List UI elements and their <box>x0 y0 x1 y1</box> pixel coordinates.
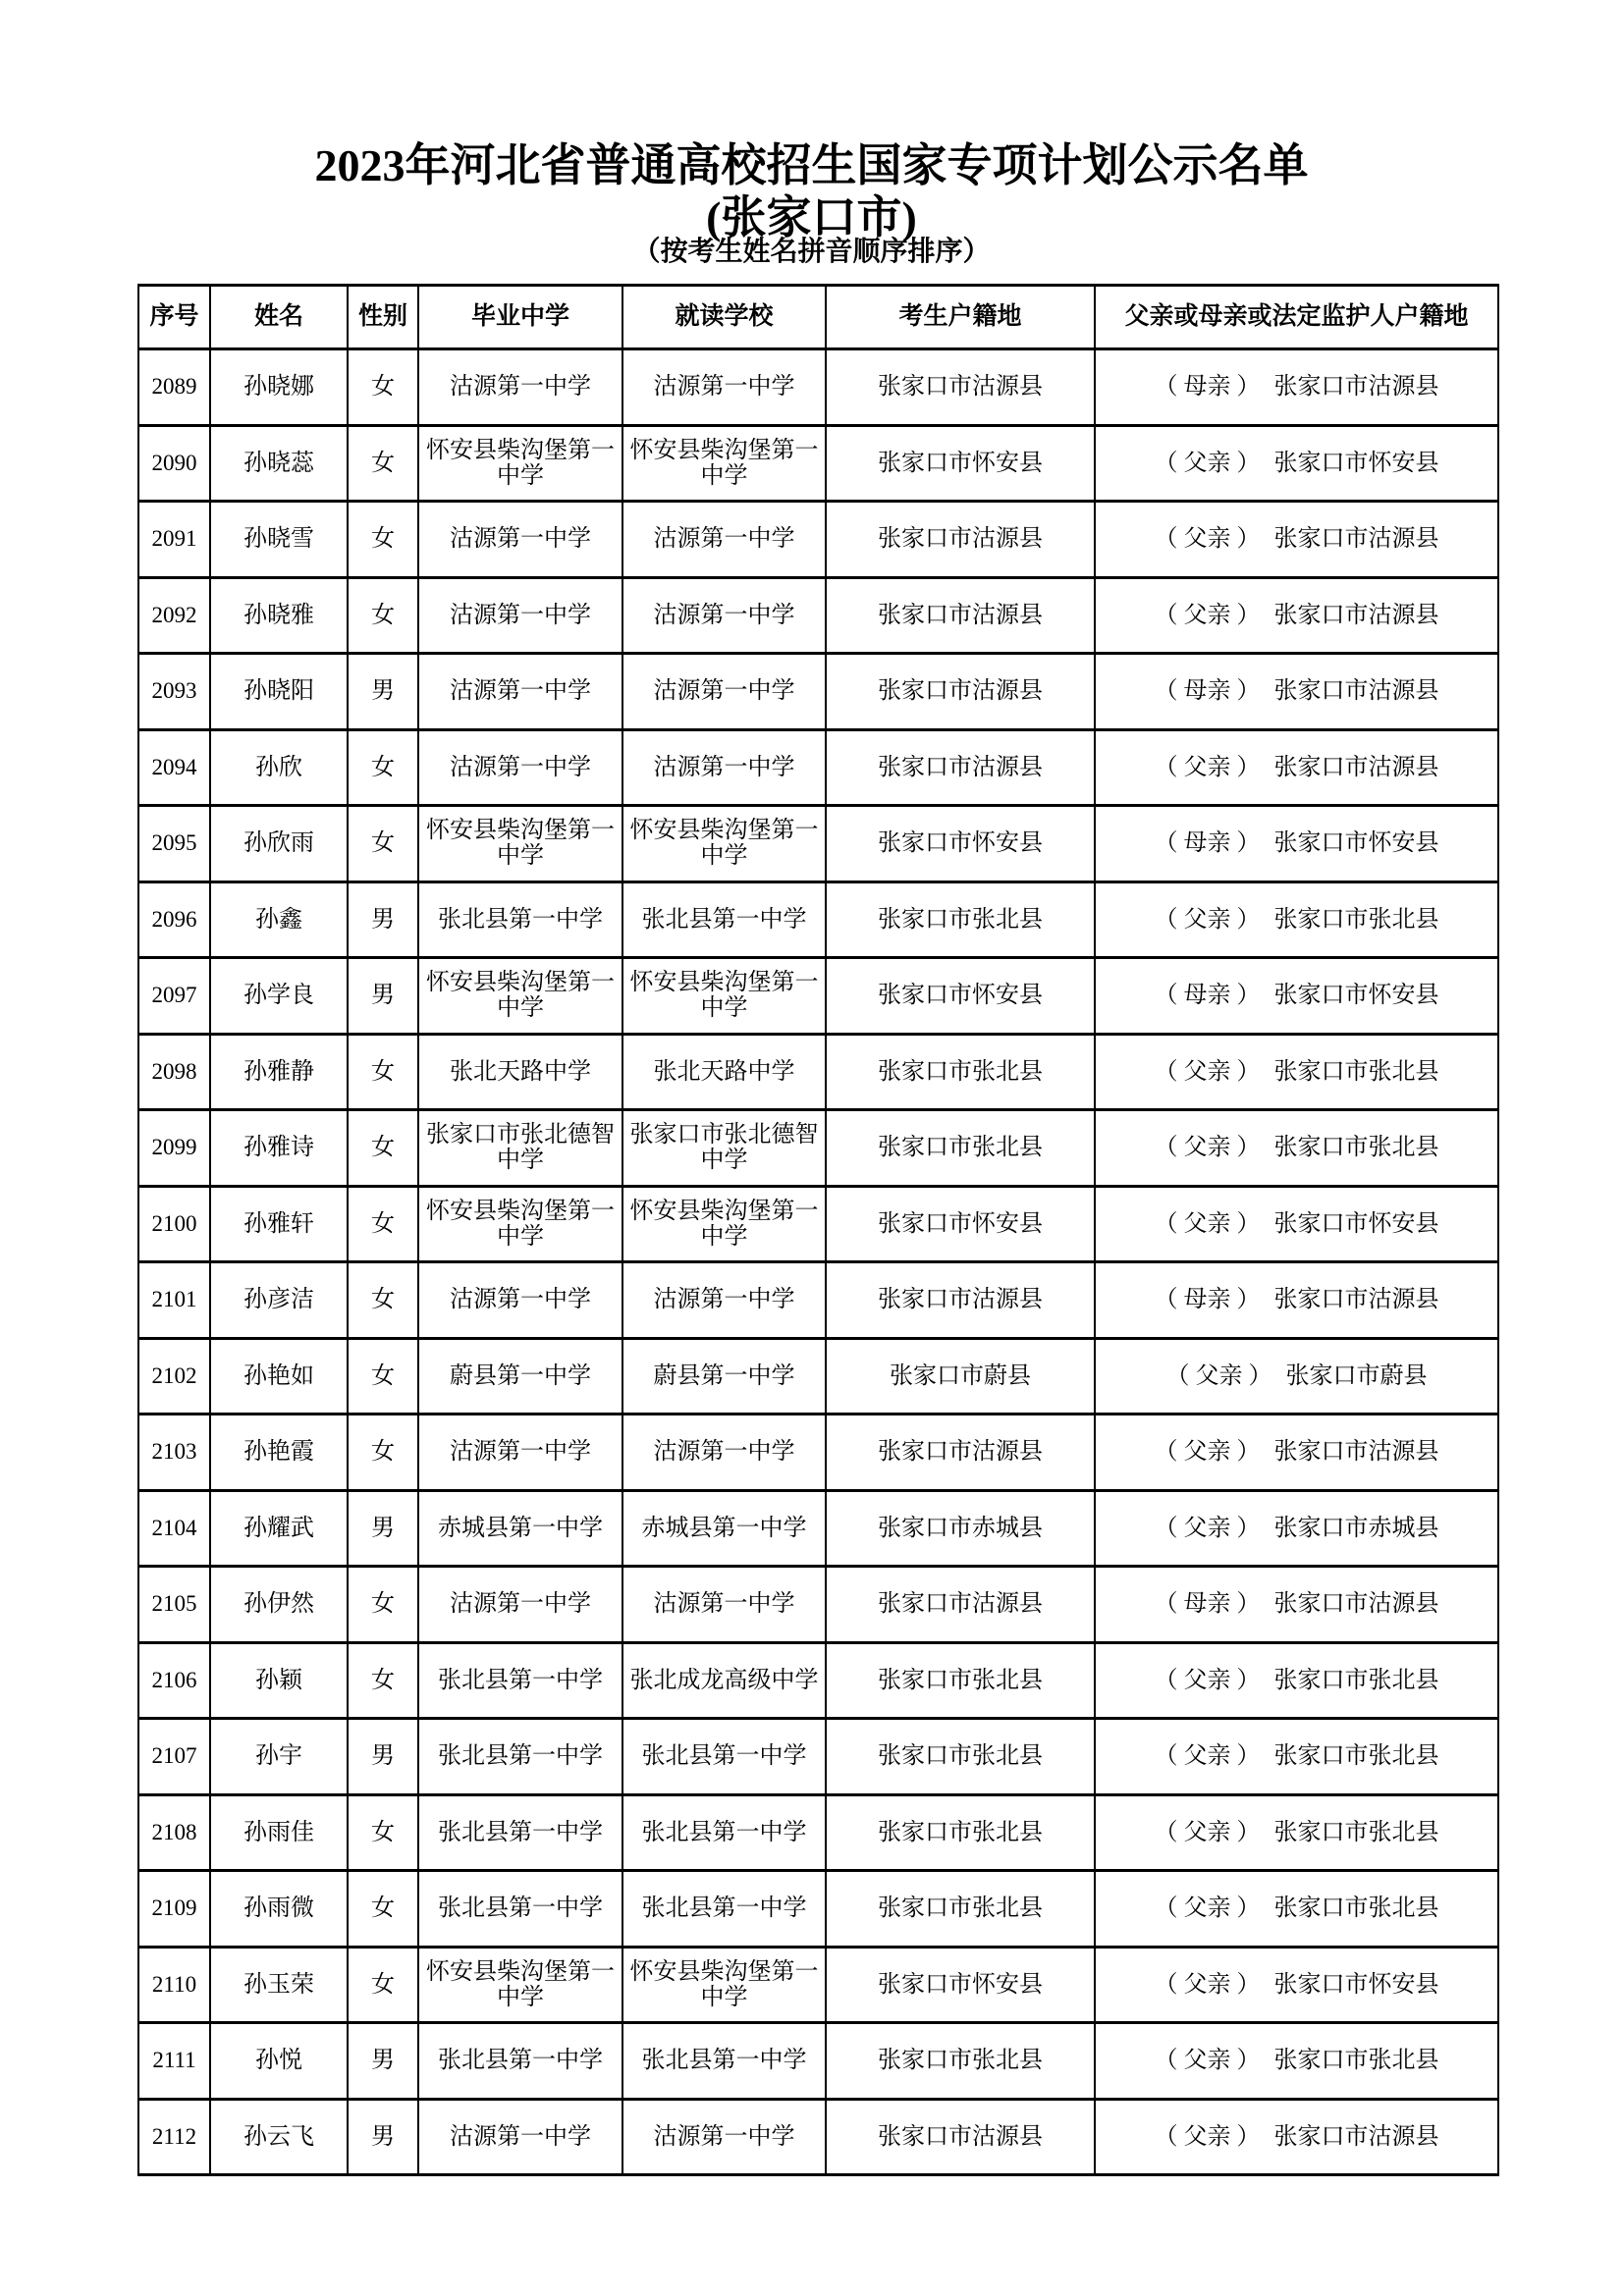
parent-relation: （ 父亲 ） <box>1154 906 1261 933</box>
student-sex: 女 <box>348 1338 418 1415</box>
col-header-student-hukou: 考生户籍地 <box>826 286 1095 349</box>
student-name: 孙颖 <box>210 1642 348 1719</box>
student-name: 孙耀武 <box>210 1490 348 1567</box>
parent-hukou <box>1095 2099 1498 2175</box>
table-row <box>138 1338 1498 1415</box>
graduated-school: 沽源第一中学 <box>418 654 622 730</box>
row-number: 2098 <box>138 1034 210 1110</box>
student-hukou: 张家口市蔚县 <box>826 1338 1095 1415</box>
current-school: 沽源第一中学 <box>622 502 826 578</box>
graduated-school: 张北县第一中学 <box>418 1871 622 1948</box>
parent-hukou <box>1095 1415 1498 1491</box>
student-hukou: 张家口市赤城县 <box>826 1490 1095 1567</box>
student-sex: 女 <box>348 1947 418 2023</box>
col-header-sex: 性别 <box>348 286 418 349</box>
parent-hukou-place: 张家口市张北县 <box>1273 1743 1439 1770</box>
student-sex: 女 <box>348 729 418 806</box>
row-number: 2090 <box>138 425 210 502</box>
student-name: 孙伊然 <box>210 1567 348 1643</box>
student-hukou: 张家口市张北县 <box>826 1871 1095 1948</box>
table-row <box>138 2023 1498 2100</box>
current-school: 沽源第一中学 <box>622 729 826 806</box>
student-sex: 女 <box>348 1110 418 1187</box>
graduated-school: 怀安县柴沟堡第一中学 <box>418 958 622 1035</box>
parent-hukou <box>1095 577 1498 654</box>
parent-hukou <box>1095 958 1498 1035</box>
parent-hukou <box>1095 1490 1498 1567</box>
parent-relation: （ 母亲 ） <box>1154 678 1261 705</box>
student-sex: 女 <box>348 1262 418 1339</box>
student-sex: 女 <box>348 1034 418 1110</box>
student-sex: 女 <box>348 1415 418 1491</box>
parent-hukou <box>1095 1642 1498 1719</box>
parent-hukou-place: 张家口市怀安县 <box>1273 830 1439 857</box>
parent-hukou-place: 张家口市赤城县 <box>1273 1515 1439 1541</box>
parent-hukou <box>1095 425 1498 502</box>
graduated-school: 沽源第一中学 <box>418 729 622 806</box>
document-title: 2023年河北省普通高校招生国家专项计划公示名单 <box>314 140 1309 190</box>
graduated-school: 怀安县柴沟堡第一中学 <box>418 1947 622 2023</box>
parent-hukou-place: 张家口市沽源县 <box>1273 526 1439 553</box>
table-row <box>138 1947 1498 2023</box>
parent-relation: （ 父亲 ） <box>1154 2123 1261 2150</box>
student-sex: 女 <box>348 577 418 654</box>
student-sex: 女 <box>348 1642 418 1719</box>
student-name: 孙欣雨 <box>210 806 348 882</box>
student-name: 孙宇 <box>210 1719 348 1795</box>
parent-hukou-place: 张家口市张北县 <box>1273 1896 1439 1922</box>
current-school: 沽源第一中学 <box>622 1415 826 1491</box>
current-school: 张北县第一中学 <box>622 2023 826 2100</box>
student-name: 孙雨佳 <box>210 1794 348 1871</box>
parent-hukou-place: 张家口市怀安县 <box>1273 1210 1439 1237</box>
parent-relation: （ 母亲 ） <box>1154 374 1261 400</box>
current-school: 张北县第一中学 <box>622 1794 826 1871</box>
parent-relation: （ 父亲 ） <box>1154 1896 1261 1922</box>
graduated-school: 沽源第一中学 <box>418 502 622 578</box>
table-row <box>138 1794 1498 1871</box>
student-name: 孙云飞 <box>210 2099 348 2175</box>
table-row <box>138 1110 1498 1187</box>
student-name: 孙晓娜 <box>210 349 348 426</box>
table-row <box>138 1871 1498 1948</box>
parent-relation: （ 父亲 ） <box>1154 1667 1261 1693</box>
current-school: 沽源第一中学 <box>622 1567 826 1643</box>
student-sex: 女 <box>348 806 418 882</box>
parent-hukou <box>1095 1567 1498 1643</box>
student-name: 孙晓阳 <box>210 654 348 730</box>
student-hukou: 张家口市怀安县 <box>826 1947 1095 2023</box>
current-school: 赤城县第一中学 <box>622 1490 826 1567</box>
graduated-school: 沽源第一中学 <box>418 1262 622 1339</box>
row-number: 2100 <box>138 1186 210 1262</box>
graduated-school: 沽源第一中学 <box>418 1415 622 1491</box>
roster-table <box>137 284 1499 2176</box>
student-sex: 女 <box>348 1567 418 1643</box>
student-hukou: 张家口市张北县 <box>826 2023 1095 2100</box>
student-name: 孙雅静 <box>210 1034 348 1110</box>
graduated-school: 沽源第一中学 <box>418 1567 622 1643</box>
parent-hukou-place: 张家口市怀安县 <box>1273 983 1439 1009</box>
parent-hukou-place: 张家口市沽源县 <box>1273 678 1439 705</box>
parent-relation: （ 父亲 ） <box>1154 1743 1261 1770</box>
graduated-school: 张北县第一中学 <box>418 881 622 958</box>
parent-hukou <box>1095 881 1498 958</box>
student-hukou: 张家口市张北县 <box>826 881 1095 958</box>
graduated-school: 沽源第一中学 <box>418 2099 622 2175</box>
parent-hukou <box>1095 1034 1498 1110</box>
row-number: 2096 <box>138 881 210 958</box>
table-row <box>138 806 1498 882</box>
student-name: 孙彦洁 <box>210 1262 348 1339</box>
row-number: 2111 <box>138 2023 210 2100</box>
row-number: 2094 <box>138 729 210 806</box>
student-sex: 男 <box>348 881 418 958</box>
table-row <box>138 1719 1498 1795</box>
student-hukou: 张家口市怀安县 <box>826 806 1095 882</box>
parent-relation: （ 父亲 ） <box>1154 1971 1261 1998</box>
document-subtitle: (张家口市) <box>706 192 917 242</box>
parent-hukou-place: 张家口市张北县 <box>1273 906 1439 933</box>
row-number: 2102 <box>138 1338 210 1415</box>
current-school: 张北天路中学 <box>622 1034 826 1110</box>
table-row <box>138 1186 1498 1262</box>
current-school: 张北成龙高级中学 <box>622 1642 826 1719</box>
parent-relation: （ 父亲 ） <box>1154 1819 1261 1845</box>
current-school: 张北县第一中学 <box>622 1871 826 1948</box>
parent-relation: （ 母亲 ） <box>1154 830 1261 857</box>
row-number: 2104 <box>138 1490 210 1567</box>
student-hukou: 张家口市张北县 <box>826 1719 1095 1795</box>
graduated-school: 怀安县柴沟堡第一中学 <box>418 806 622 882</box>
student-sex: 女 <box>348 502 418 578</box>
student-name: 孙玉荣 <box>210 1947 348 2023</box>
current-school: 沽源第一中学 <box>622 577 826 654</box>
parent-relation: （ 父亲 ） <box>1154 754 1261 780</box>
student-hukou: 张家口市沽源县 <box>826 1567 1095 1643</box>
student-name: 孙雅诗 <box>210 1110 348 1187</box>
student-sex: 男 <box>348 2099 418 2175</box>
parent-hukou <box>1095 1871 1498 1948</box>
row-number: 2091 <box>138 502 210 578</box>
parent-hukou <box>1095 1186 1498 1262</box>
current-school: 张北县第一中学 <box>622 1719 826 1795</box>
current-school: 沽源第一中学 <box>622 2099 826 2175</box>
table-header-row <box>138 286 1498 349</box>
parent-relation: （ 母亲 ） <box>1154 1591 1261 1618</box>
table-row <box>138 654 1498 730</box>
parent-hukou <box>1095 1110 1498 1187</box>
parent-hukou-place: 张家口市沽源县 <box>1273 602 1439 628</box>
student-sex: 男 <box>348 1719 418 1795</box>
current-school: 沽源第一中学 <box>622 654 826 730</box>
row-number: 2099 <box>138 1110 210 1187</box>
parent-hukou-place: 张家口市怀安县 <box>1273 450 1439 476</box>
student-name: 孙悦 <box>210 2023 348 2100</box>
student-name: 孙晓雅 <box>210 577 348 654</box>
parent-hukou <box>1095 729 1498 806</box>
table-row <box>138 958 1498 1035</box>
row-number: 2092 <box>138 577 210 654</box>
table-row <box>138 881 1498 958</box>
student-name: 孙艳霞 <box>210 1415 348 1491</box>
student-name: 孙艳如 <box>210 1338 348 1415</box>
col-header-name: 姓名 <box>210 286 348 349</box>
current-school: 蔚县第一中学 <box>622 1338 826 1415</box>
table-row <box>138 1415 1498 1491</box>
table-row <box>138 2099 1498 2175</box>
student-sex: 男 <box>348 654 418 730</box>
graduated-school: 张北县第一中学 <box>418 2023 622 2100</box>
student-hukou: 张家口市张北县 <box>826 1794 1095 1871</box>
graduated-school: 张北县第一中学 <box>418 1719 622 1795</box>
student-name: 孙雨微 <box>210 1871 348 1948</box>
parent-hukou <box>1095 2023 1498 2100</box>
parent-hukou-place: 张家口市怀安县 <box>1273 1971 1439 1998</box>
graduated-school: 沽源第一中学 <box>418 577 622 654</box>
current-school: 怀安县柴沟堡第一中学 <box>622 1186 826 1262</box>
student-sex: 女 <box>348 1794 418 1871</box>
student-hukou: 张家口市沽源县 <box>826 1415 1095 1491</box>
row-number: 2105 <box>138 1567 210 1643</box>
row-number: 2103 <box>138 1415 210 1491</box>
parent-relation: （ 父亲 ） <box>1154 2048 1261 2074</box>
parent-relation: （ 父亲 ） <box>1154 1058 1261 1085</box>
parent-hukou-place: 张家口市张北县 <box>1273 1135 1439 1161</box>
student-sex: 男 <box>348 958 418 1035</box>
student-sex: 女 <box>348 349 418 426</box>
row-number: 2106 <box>138 1642 210 1719</box>
graduated-school: 怀安县柴沟堡第一中学 <box>418 1186 622 1262</box>
table-row <box>138 502 1498 578</box>
student-sex: 男 <box>348 2023 418 2100</box>
current-school: 怀安县柴沟堡第一中学 <box>622 425 826 502</box>
parent-relation: （ 父亲 ） <box>1165 1362 1272 1389</box>
parent-relation: （ 父亲 ） <box>1154 1135 1261 1161</box>
student-hukou: 张家口市沽源县 <box>826 2099 1095 2175</box>
parent-hukou <box>1095 806 1498 882</box>
table-row <box>138 729 1498 806</box>
student-hukou: 张家口市沽源县 <box>826 577 1095 654</box>
student-hukou: 张家口市怀安县 <box>826 425 1095 502</box>
graduated-school: 张家口市张北德智中学 <box>418 1110 622 1187</box>
table-row <box>138 1490 1498 1567</box>
parent-hukou-place: 张家口市沽源县 <box>1273 1439 1439 1466</box>
parent-hukou-place: 张家口市沽源县 <box>1273 2123 1439 2150</box>
parent-hukou-place: 张家口市沽源县 <box>1273 1287 1439 1313</box>
parent-hukou-place: 张家口市张北县 <box>1273 1667 1439 1693</box>
row-number: 2109 <box>138 1871 210 1948</box>
student-sex: 女 <box>348 1871 418 1948</box>
current-school: 怀安县柴沟堡第一中学 <box>622 958 826 1035</box>
row-number: 2093 <box>138 654 210 730</box>
row-number: 2110 <box>138 1947 210 2023</box>
parent-hukou <box>1095 502 1498 578</box>
parent-relation: （ 父亲 ） <box>1154 1515 1261 1541</box>
student-sex: 女 <box>348 1186 418 1262</box>
row-number: 2097 <box>138 958 210 1035</box>
parent-relation: （ 父亲 ） <box>1154 526 1261 553</box>
student-hukou: 张家口市张北县 <box>826 1642 1095 1719</box>
table-row <box>138 1262 1498 1339</box>
graduated-school: 张北天路中学 <box>418 1034 622 1110</box>
student-name: 孙欣 <box>210 729 348 806</box>
table-row <box>138 1034 1498 1110</box>
parent-hukou-place: 张家口市沽源县 <box>1273 754 1439 780</box>
parent-hukou <box>1095 1794 1498 1871</box>
graduated-school: 张北县第一中学 <box>418 1642 622 1719</box>
table-row <box>138 349 1498 426</box>
student-name: 孙晓蕊 <box>210 425 348 502</box>
student-name: 孙雅轩 <box>210 1186 348 1262</box>
current-school: 沽源第一中学 <box>622 349 826 426</box>
graduated-school: 赤城县第一中学 <box>418 1490 622 1567</box>
parent-relation: （ 母亲 ） <box>1154 983 1261 1009</box>
parent-relation: （ 父亲 ） <box>1154 450 1261 476</box>
student-hukou: 张家口市张北县 <box>826 1034 1095 1110</box>
graduated-school: 蔚县第一中学 <box>418 1338 622 1415</box>
col-header-no: 序号 <box>138 286 210 349</box>
graduated-school: 张北县第一中学 <box>418 1794 622 1871</box>
student-hukou: 张家口市怀安县 <box>826 958 1095 1035</box>
student-hukou: 张家口市沽源县 <box>826 654 1095 730</box>
row-number: 2108 <box>138 1794 210 1871</box>
parent-hukou-place: 张家口市沽源县 <box>1273 1591 1439 1618</box>
current-school: 怀安县柴沟堡第一中学 <box>622 806 826 882</box>
current-school: 张北县第一中学 <box>622 881 826 958</box>
parent-hukou <box>1095 1338 1498 1415</box>
table-row <box>138 577 1498 654</box>
parent-hukou-place: 张家口市沽源县 <box>1273 374 1439 400</box>
student-hukou: 张家口市沽源县 <box>826 502 1095 578</box>
student-hukou: 张家口市张北县 <box>826 1110 1095 1187</box>
student-name: 孙鑫 <box>210 881 348 958</box>
row-number: 2101 <box>138 1262 210 1339</box>
student-hukou: 张家口市怀安县 <box>826 1186 1095 1262</box>
parent-hukou <box>1095 1947 1498 2023</box>
parent-hukou-place: 张家口市张北县 <box>1273 1819 1439 1845</box>
row-number: 2089 <box>138 349 210 426</box>
student-name: 孙学良 <box>210 958 348 1035</box>
parent-relation: （ 母亲 ） <box>1154 1287 1261 1313</box>
table-row <box>138 425 1498 502</box>
row-number: 2095 <box>138 806 210 882</box>
student-sex: 男 <box>348 1490 418 1567</box>
parent-hukou-place: 张家口市张北县 <box>1273 2048 1439 2074</box>
parent-relation: （ 父亲 ） <box>1154 1439 1261 1466</box>
col-header-current-school: 就读学校 <box>622 286 826 349</box>
parent-relation: （ 父亲 ） <box>1154 602 1261 628</box>
row-number: 2112 <box>138 2099 210 2175</box>
col-header-parent-hukou: 父亲或母亲或法定监护人户籍地 <box>1095 286 1498 349</box>
current-school: 怀安县柴沟堡第一中学 <box>622 1947 826 2023</box>
parent-hukou-place: 张家口市蔚县 <box>1285 1362 1428 1389</box>
parent-relation: （ 父亲 ） <box>1154 1210 1261 1237</box>
graduated-school: 怀安县柴沟堡第一中学 <box>418 425 622 502</box>
student-name: 孙晓雪 <box>210 502 348 578</box>
parent-hukou-place: 张家口市张北县 <box>1273 1058 1439 1085</box>
student-hukou: 张家口市沽源县 <box>826 349 1095 426</box>
row-number: 2107 <box>138 1719 210 1795</box>
parent-hukou <box>1095 349 1498 426</box>
student-hukou: 张家口市沽源县 <box>826 729 1095 806</box>
parent-hukou <box>1095 1262 1498 1339</box>
table-row <box>138 1642 1498 1719</box>
sort-note: （按考生姓名拼音顺序排序） <box>632 237 991 267</box>
parent-hukou <box>1095 1719 1498 1795</box>
col-header-graduated-school: 毕业中学 <box>418 286 622 349</box>
graduated-school: 沽源第一中学 <box>418 349 622 426</box>
parent-hukou <box>1095 654 1498 730</box>
student-sex: 女 <box>348 425 418 502</box>
current-school: 张家口市张北德智中学 <box>622 1110 826 1187</box>
student-hukou: 张家口市沽源县 <box>826 1262 1095 1339</box>
current-school: 沽源第一中学 <box>622 1262 826 1339</box>
table-row <box>138 1567 1498 1643</box>
